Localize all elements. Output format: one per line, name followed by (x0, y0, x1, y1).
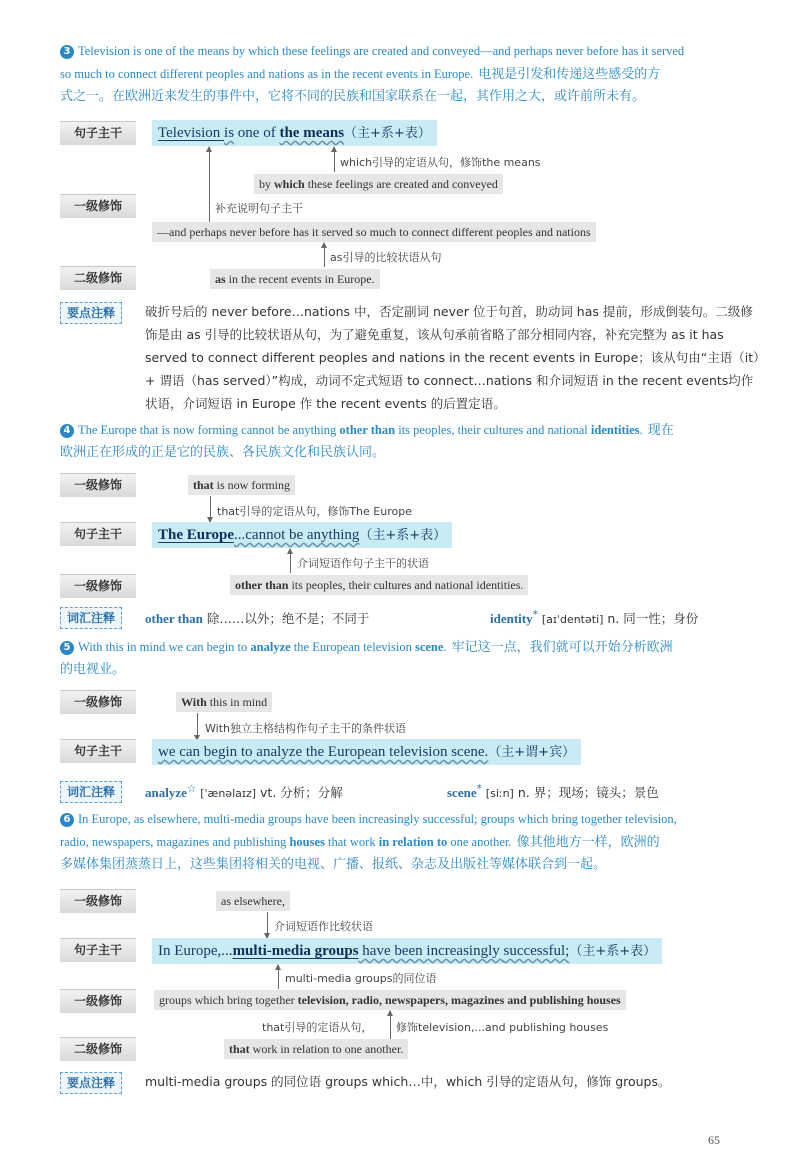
s3-main-clause (152, 120, 437, 146)
s3-mod-which-clause (254, 174, 503, 194)
s5-en-e: . (443, 640, 447, 654)
s5-vocab-analyze (145, 783, 343, 801)
s4-en-e: . (639, 423, 643, 437)
s5-tag-vocab: 词汇注释 (60, 781, 122, 803)
s3-label-main: 句子主干 (60, 121, 136, 145)
s6-number-badge: 6 (60, 813, 74, 827)
s4-note-that: that引导的定语从句，修饰The Europe (217, 505, 412, 518)
s6-main-verb: have been increasingly (358, 943, 504, 959)
s4-en-b: other than (339, 423, 396, 437)
s3-main-subject: Television (158, 125, 225, 141)
s3-note-which: which引导的定语从句，修饰the means (340, 156, 541, 169)
s4-note-prep: 介词短语作句子主干的状语 (297, 557, 429, 570)
page-number: 65 (708, 1133, 720, 1147)
s5-vocab-scene (447, 783, 659, 801)
s5-cn-line2: 的电视业。 (60, 662, 126, 677)
s3-mod1-which: which (274, 177, 305, 191)
s4-en-c: its peoples, their cultures and national (395, 423, 591, 437)
s5-en-a: With this in mind we can begin to (78, 640, 251, 654)
s6-paragraph (60, 808, 760, 876)
s5-v1-word: analyze (145, 785, 187, 801)
s4-en-a: The Europe that is now forming cannot be anything (78, 423, 340, 437)
s3-number-badge: 3 (60, 45, 74, 59)
s3-main-formula: （主+系+表） (344, 126, 431, 141)
s6-label-main: 句子主干 (60, 938, 136, 962)
s4-mod-other-than (230, 575, 528, 595)
s4-v2-ipa: [aɪˈdentəti] (541, 613, 604, 627)
s4-main-predicate: ...cannot be anything (234, 527, 360, 543)
s5-main-formula: （主+谓+宾） (488, 745, 576, 760)
s6-main-a: In Europe,... (158, 943, 233, 959)
s6-en-line2c: that work (324, 835, 379, 849)
s6-mod2-bold: television, radio, newspapers, magazines and publishing houses (297, 993, 621, 1007)
s4-v1-def: 除……以外；绝不是；不同于 (206, 611, 370, 626)
s5-main-clause (152, 739, 581, 765)
s6-main-subject: multi-media groups (232, 943, 359, 959)
s5-en-b: analyze (250, 640, 291, 654)
s5-v2-def: n. 界；现场；镜头；景色 (517, 785, 659, 801)
s6-cn-a: 像其他地方一样，欧洲的 (516, 835, 660, 850)
s3-mod1-post: these feelings are created and conveyed (304, 177, 498, 191)
s4-tag-vocab: 词汇注释 (60, 607, 122, 629)
s3-paragraph (60, 40, 760, 108)
s5-paragraph (60, 635, 760, 681)
s6-note-prep: 介词短语作比较状语 (274, 920, 373, 933)
s4-mod1-that: that (193, 478, 214, 492)
s6-explanation: multi-media groups 的同位语 groups which…中，which 引导的定语从句，修饰 groups。 (145, 1074, 671, 1089)
s6-en-line1: In Europe, as elsewhere, multi-media groups have been increasingly successful; groups which bring together television, (78, 812, 677, 826)
s6-mod-that-clause (224, 1039, 408, 1059)
s6-en-line2a: radio, newspapers, magazines and publishing (60, 835, 290, 849)
s4-vocab-other-than (145, 609, 369, 627)
s3-en-line1: Television is one of the means by which these feelings are created and conveyed—and perhaps never before has it served (78, 44, 685, 58)
s4-cn-line2: 欧洲正在形成的正是它的民族、各民族文化和民族认同。 (60, 445, 386, 460)
s5-v1-star: ☆ (186, 783, 197, 795)
s6-en-line2d: in relation to (378, 835, 448, 849)
s5-v2-ipa: [siːn] (485, 787, 514, 801)
s4-cn-a: 现在 (647, 423, 674, 438)
s5-label-mod1: 一级修饰 (60, 690, 136, 714)
s6-label-mod2: 一级修饰 (60, 989, 136, 1013)
s6-main-formula: （主+系+表） (569, 944, 657, 959)
s4-mod1-post: is now forming (213, 478, 291, 492)
s3-main-mid: one of (234, 125, 280, 141)
s5-note-with: With独立主格结构作句子主干的条件状语 (205, 722, 406, 735)
s3-mod-as-clause (210, 269, 380, 289)
s3-mod3-post: in the recent events in Europe. (225, 272, 375, 286)
s5-v1-ipa: [ˈænəlaɪz] (200, 787, 257, 801)
s4-main-clause (152, 522, 452, 548)
s3-tag-notes: 要点注释 (60, 302, 122, 324)
s4-number-badge: 4 (60, 424, 74, 438)
s5-v2-star: * (476, 783, 482, 795)
s3-label-mod2: 二级修饰 (60, 266, 136, 290)
s3-explanation: 破折号后的 never before…nations 中，否定副词 never 位于句首，助动词 has 提前，形成倒装句。二级修饰是由 as 引导的比较状语从句，为了避免重复，该从句承前省略了部分相同内容，补充完整为 as it has served to connect different peoples and nations in the recent events in Europe；该从句由“主语（it）+ 谓语（has served）”构成，动词不定式短语 to connect…nations 和介词短语 in the recent events均作状语，介词短语 in Europe 作 the recent events 的后置定语。 (145, 304, 760, 411)
s4-vocab-identity (490, 609, 698, 627)
s4-v2-word: identity (490, 611, 533, 627)
s6-en-line2b: houses (289, 835, 325, 849)
s6-tag-notes: 要点注释 (60, 1072, 122, 1094)
s5-mod1-post: this in mind (206, 695, 268, 709)
s6-note-appositive: multi-media groups的同位语 (285, 972, 437, 985)
s6-mod3-post: work in relation to one another. (249, 1042, 404, 1056)
s4-main-subject: The Europe (158, 527, 234, 543)
s6-main-clause (152, 938, 662, 964)
s4-en-d: identities (590, 423, 640, 437)
s6-label-mod3: 二级修饰 (60, 1037, 136, 1061)
s6-cn-line3: 多媒体集团蒸蒸日上，这些集团将相关的电视、广播、报纸、杂志及出版社等媒体联合到一起。 (60, 857, 607, 872)
s6-main-predicative: successful; (503, 943, 570, 959)
s4-v2-def: n. 同一性；身份 (607, 611, 699, 627)
s4-paragraph (60, 418, 760, 464)
s4-mod2-post: its peoples, their cultures and national identities. (288, 578, 524, 592)
s3-cn-line2: 电视是引发和传递这些感受的方 (478, 67, 661, 82)
s6-label-mod1: 一级修饰 (60, 889, 136, 913)
s4-mod2-other-than: other than (235, 578, 289, 592)
s3-cn-line3: 式之一。在欧洲近来发生的事件中，它将不同的民族和国家联系在一起，其作用之大，或许前所未有。 (60, 89, 646, 104)
s4-label-mod1: 一级修饰 (60, 473, 136, 497)
s3-label-mod1: 一级修饰 (60, 194, 136, 218)
s5-mod1-with: With (181, 695, 207, 709)
s3-mod3-as: as (215, 272, 226, 286)
s4-mod-that-clause (188, 475, 295, 495)
s3-en-line2: so much to connect different peoples and nations as in the recent events in Europe. (60, 67, 474, 81)
s4-label-main: 句子主干 (60, 522, 136, 546)
s4-main-formula: （主+系+表） (359, 528, 447, 543)
s6-note-that-b: 修饰television,...and publishing houses (396, 1021, 609, 1034)
s6-mod-groups-which (154, 990, 626, 1010)
s5-label-main: 句子主干 (60, 739, 136, 763)
s6-mod2-pre: groups which bring together (159, 993, 298, 1007)
s5-en-c: the European television (290, 640, 415, 654)
s6-mod-as-elsewhere: as elsewhere, (216, 891, 290, 911)
s6-en-line2e: one another. (447, 835, 512, 849)
s5-v1-def: vt. 分析；分解 (260, 785, 343, 801)
s3-mod1-pre: by (259, 177, 274, 191)
s5-number-badge: 5 (60, 641, 74, 655)
s6-note-that-a: that引导的定语从句， (262, 1021, 373, 1034)
s3-note-as: as引导的比较状语从句 (330, 251, 442, 264)
s3-mod-dash-clause: —and perhaps never before has it served so much to connect different peoples and nations (152, 222, 596, 242)
s3-main-verb: is (224, 125, 235, 141)
s5-mod-with (176, 692, 272, 712)
s5-cn-a: 牢记这一点，我们就可以开始分析欧洲 (451, 640, 673, 655)
s6-mod3-that: that (229, 1042, 250, 1056)
s3-note-supplement: 补充说明句子主干 (215, 202, 303, 215)
s5-v2-word: scene (447, 785, 477, 801)
s3-main-predicative: the means (279, 125, 345, 141)
s4-v1-word: other than (145, 611, 203, 626)
s5-en-d: scene (414, 640, 444, 654)
s4-v2-star: * (532, 609, 538, 621)
s5-main-text: we can begin to analyze the European television scene. (158, 744, 489, 760)
s4-label-mod2: 一级修饰 (60, 574, 136, 598)
